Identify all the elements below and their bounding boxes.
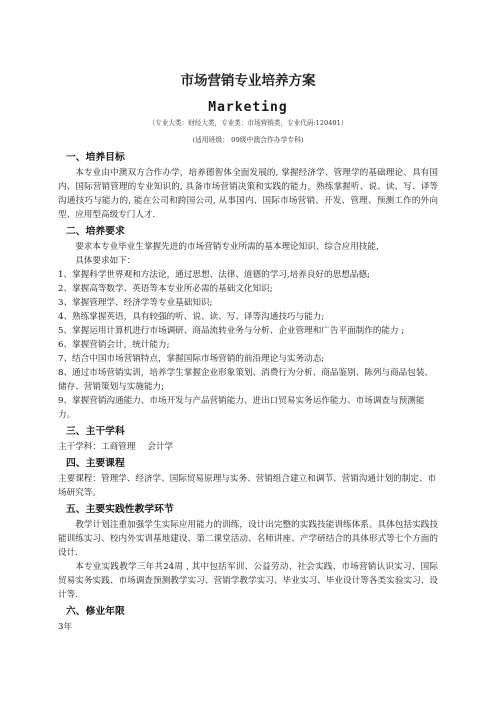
discipline-secondary: 会计学 <box>147 442 174 452</box>
requirements-intro-followup: 具体要求如下： <box>75 256 136 266</box>
section-heading-courses: 四、主要课程 <box>66 458 125 469</box>
major-code-line: （专业大类：财经大类，专业类：市场营销类，专业代码:120401） <box>148 119 348 127</box>
requirement-item: 4、熟练掌握英语，具有较强的听、说、读、写、译等沟通技巧与能力; <box>58 312 325 322</box>
requirements-list <box>58 268 438 422</box>
requirement-item: 5、掌握运用计算机进行市场调研、商品流转业务与分析、企业管理和广告平面制作的能力 ; <box>58 326 405 336</box>
discipline-primary: 主干学科：工商管理 <box>58 442 136 452</box>
goals-paragraph: 本专业由中澳双方合作办学，培养德智体全面发展的, 掌握经济学、管理学的基础理论、具有国内、国际营销管理的专业知识的, 具备市场营销决策和实践的能力，熟练掌握听、说、读、写、译等沟通技巧与能力的, 能在公司和跨国公司, 从事国内、国际市场营销、开发、管理、预测工作的外向型、应用型高级专门人才. <box>58 168 438 220</box>
section-heading-duration: 六、修业年限 <box>66 606 125 617</box>
requirement-item: 2、掌握高等数学、英语等本专业所必需的基础文化知识; <box>58 284 273 294</box>
section-heading-disciplines: 三、主干学科 <box>66 426 125 437</box>
duration-text: 3年 <box>58 622 73 632</box>
practice-paragraph: 教学计划注重加强学生实际应用能力的训练，设计出完整的实践技能训练体系。具体包括实践技能训练实习、校内外实训基地建设、第二课堂活动、名师讲座、产学研结合的具体形式等七个方面的设计. <box>58 520 438 558</box>
practice-paragraph: 本专业实践教学三年共24周 , 其中包括军训、公益劳动、社会实践、市场营销认识实习、国际贸易实务实践、市场调查预测教学实习、营销学教学实习、毕业实习、毕业设计等各类实验实习、设计等. <box>58 562 438 600</box>
requirement-item: 7、结合中国市场营销特点，掌握国际市场营销的前沿理论与实务动态; <box>58 354 325 364</box>
section-heading-practice: 五、主要实践性教学环节 <box>66 504 174 515</box>
requirement-item: 8、通过市场营销实训，培养学生掌握企业形象策划、消费行为分析、商品鉴别、陈列与商品包装、储存、营销策划与实施能力; <box>58 368 434 392</box>
requirement-item: 3、掌握管理学、经济学等专业基础知识; <box>58 298 213 308</box>
requirement-item: 1、掌握科学世界观和方法论，通过思想、法律、道德的学习,培养良好的思想品德; <box>58 270 370 280</box>
requirement-item: 6、掌握营销会计，统计能力; <box>58 340 170 350</box>
section-heading-requirements: 二、培养要求 <box>66 226 125 237</box>
requirements-intro: 要求本专业毕业生掌握先进的市场营销专业所需的基本理论知识、综合应用技能, <box>75 242 379 252</box>
section-heading-goals: 一、培养目标 <box>66 152 125 163</box>
disciplines-line <box>58 440 438 454</box>
requirement-item: 9、掌握营销沟通能力、市场开发与产品营销能力、进出口贸易实务运作能力、市场调查与预测能力。 <box>58 396 425 420</box>
document-subtitle: Marketing <box>208 100 288 115</box>
document-title: 市场营销专业培养方案 <box>180 73 316 89</box>
applicable-class-line: (适用班级： 09级中澳合作办学专科) <box>192 136 304 144</box>
courses-paragraph: 主要课程：管理学、经济学、国际贸易原理与实务、营销组合建立和调节、营销沟通计划的制定、市场研究等。 <box>58 474 437 498</box>
